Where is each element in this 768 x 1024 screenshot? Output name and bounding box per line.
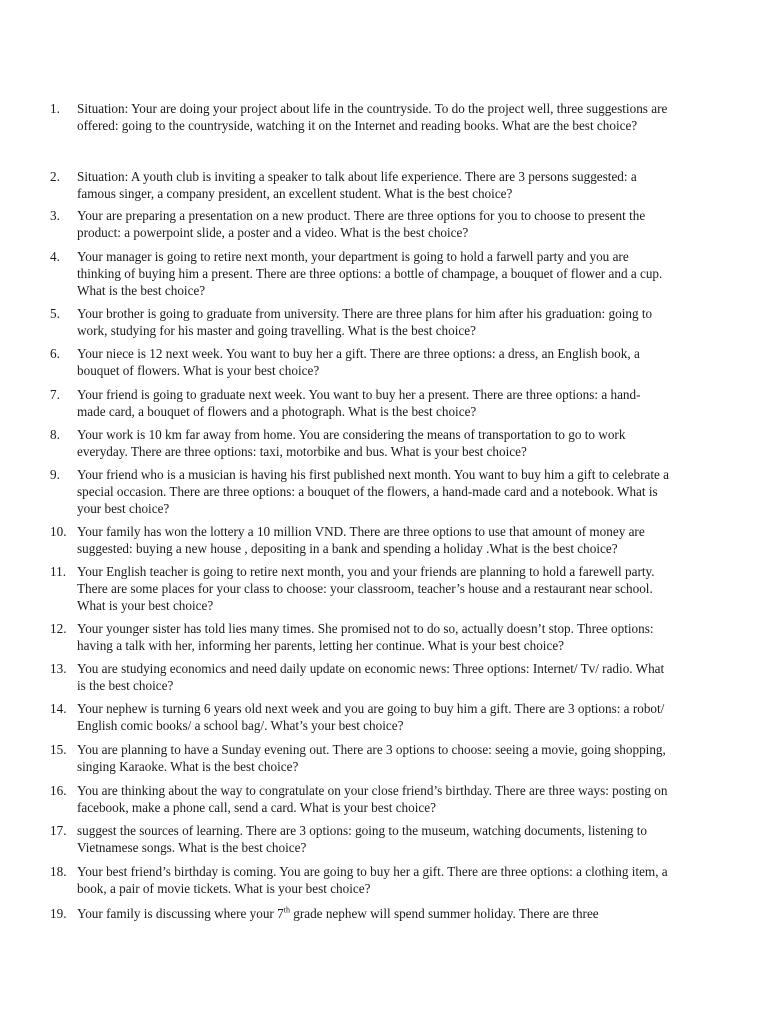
question-number: 13. xyxy=(50,661,67,676)
question-item xyxy=(50,782,712,816)
question-number: 11. xyxy=(50,564,66,579)
question-number: 9. xyxy=(50,467,60,482)
question-item xyxy=(50,822,712,856)
question-text: Your best friend’s birthday is coming. You are going to buy her a gift. There are three options: a clothing item, a book, a pair of movie tickets. What is your best choice? xyxy=(77,864,668,896)
question-item xyxy=(50,863,712,897)
question-number: 2. xyxy=(50,169,60,184)
question-number: 5. xyxy=(50,306,60,321)
question-text: Your manager is going to retire next month, your department is going to hold a farwell party and you are thinking of buying him a present. There are three options: a bottle of champage, a bouquet of flower and a cup. What is the best choice? xyxy=(77,249,663,298)
question-text: You are thinking about the way to congratulate on your close friend’s birthday. There are three ways: posting on facebook, make a phone call, send a card. What is your best choice? xyxy=(77,783,668,815)
question-text-start: Your family is discussing where your 7 xyxy=(77,906,284,921)
question-text: Your English teacher is going to retire next month, you and your friends are planning to hold a farewell party. There are some places for your class to choose: your classroom, teacher’s house and a restaurant near school. What is your best choice? xyxy=(77,564,655,613)
question-number: 18. xyxy=(50,864,67,879)
question-number: 15. xyxy=(50,742,67,757)
question-text xyxy=(77,905,712,922)
question-number: 4. xyxy=(50,249,60,264)
question-item xyxy=(50,620,712,654)
question-text: Situation: Your are doing your project about life in the countryside. To do the project well, three suggestions are offered: going to the countryside, watching it on the Internet and reading books. What are the best choice? xyxy=(77,101,668,133)
question-item xyxy=(50,305,712,339)
question-item xyxy=(50,426,712,460)
question-item xyxy=(50,168,712,202)
question-item xyxy=(50,386,712,420)
question-text-end: grade nephew will spend summer holiday. There are three xyxy=(289,906,599,921)
question-item xyxy=(50,207,712,241)
question-item xyxy=(50,466,712,517)
question-number: 14. xyxy=(50,701,67,716)
question-number: 6. xyxy=(50,346,60,361)
question-item xyxy=(50,741,712,775)
question-number: 19. xyxy=(50,906,67,921)
question-number: 7. xyxy=(50,387,60,402)
question-number: 16. xyxy=(50,783,67,798)
question-item xyxy=(50,248,712,299)
question-number: 8. xyxy=(50,427,60,442)
question-text: You are planning to have a Sunday evening out. There are 3 options to choose: seeing a movie, going shopping, singing Karaoke. What is the best choice? xyxy=(77,742,666,774)
question-text: Your brother is going to graduate from university. There are three plans for him after his graduation: going to work, studying for his master and going travelling. What is the best choice? xyxy=(77,306,653,338)
question-number: 3. xyxy=(50,208,60,223)
question-text: Your friend is going to graduate next week. You want to buy her a present. There are three options: a hand- made card, a bouquet of flowers and a photograph. What is the best choice? xyxy=(77,387,641,419)
question-text: Your nephew is turning 6 years old next week and you are going to buy him a gift. There are 3 options: a robot/ English comic books/ a school bag/. What’s your best choice? xyxy=(77,701,665,733)
question-number: 10. xyxy=(50,524,67,539)
question-text: Your niece is 12 next week. You want to buy her a gift. There are three options: a dress, an English book, a bouquet of flowers. What is your best choice? xyxy=(77,346,640,378)
question-text: You are studying economics and need daily update on economic news: Three options: Internet/ Tv/ radio. What is the best choice? xyxy=(77,661,665,693)
question-item xyxy=(50,700,712,734)
question-item xyxy=(50,523,712,557)
question-text: Situation: A youth club is inviting a speaker to talk about life experience. There are 3 persons suggested: a famous singer, a company president, an excellent student. What is the best choice? xyxy=(77,169,637,201)
question-text: Your younger sister has told lies many times. She promised not to do so, actually doesn’t stop. Three options: having a talk with her, informing her parents, letting her continue. What is your best choice? xyxy=(77,621,654,653)
question-number: 1. xyxy=(50,101,60,116)
question-text: Your work is 10 km far away from home. You are considering the means of transportation to go to work everyday. There are three options: taxi, motorbike and bus. What is your best choice? xyxy=(77,427,626,459)
question-item xyxy=(50,345,712,379)
question-text: Your friend who is a musician is having his first published next month. You want to buy him a gift to celebrate a special occasion. There are three options: a bouquet of the flowers, a hand-made card and a notebook. What is your best choice? xyxy=(77,467,670,516)
question-number: 17. xyxy=(50,823,67,838)
question-item xyxy=(50,563,712,614)
question-text: Your are preparing a presentation on a new product. There are three options for you to choose to present the product: a powerpoint slide, a poster and a video. What is the best choice? xyxy=(77,208,646,240)
question-item xyxy=(50,100,712,134)
question-number: 12. xyxy=(50,621,67,636)
question-text: Your family has won the lottery a 10 million VND. There are three options to use that amount of money are suggested: buying a new house , depositing in a bank and spending a holiday .What is the best choice? xyxy=(77,524,645,556)
question-item xyxy=(50,905,712,922)
question-text: suggest the sources of learning. There are 3 options: going to the museum, watching documents, listening to Vietnamese songs. What is the best choice? xyxy=(77,823,648,855)
ordinal-suffix: th xyxy=(283,905,290,915)
question-item xyxy=(50,660,712,694)
